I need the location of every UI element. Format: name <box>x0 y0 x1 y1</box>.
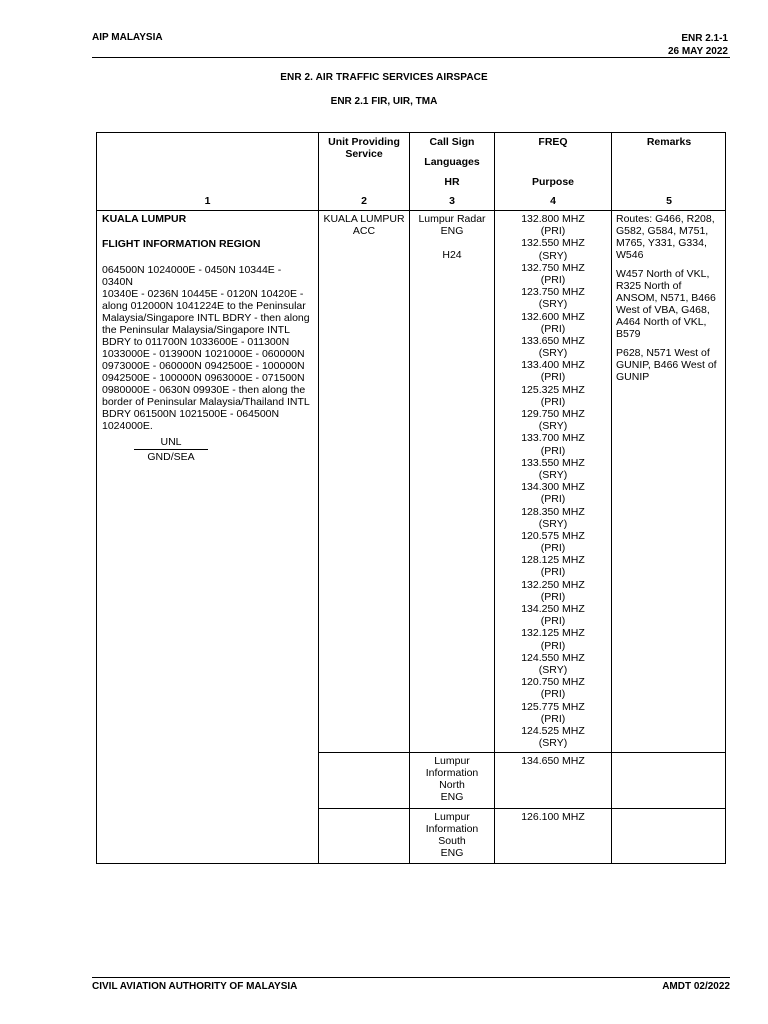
freq-line: 129.750 MHZ <box>521 408 585 420</box>
freq-line: 132.125 MHZ <box>521 627 585 640</box>
remarks-line: G582, G584, M751, <box>616 225 709 237</box>
freq-line: 120.750 MHZ <box>521 676 585 689</box>
remarks-line: A464 North of VKL, <box>616 316 707 328</box>
freq-line: (SRY) <box>538 298 568 311</box>
vertical-limits <box>134 436 208 463</box>
freq-line: 128.350 MHZ <box>521 505 585 518</box>
footer-authority: CIVIL AVIATION AUTHORITY OF MALAYSIA <box>92 981 298 992</box>
footer-rule <box>92 977 730 978</box>
freq-line: (PRI) <box>540 542 566 555</box>
remarks-line: W457 North of VKL, <box>616 268 710 280</box>
freq-line: 124.550 MHZ <box>521 651 585 664</box>
boundary-line: BDRY 061500N 1021500E - 064500N <box>102 408 280 420</box>
unit-cell: KUALA LUMPUR ACC <box>323 213 405 237</box>
lower-limit: GND/SEA <box>147 451 195 463</box>
col-number: 5 <box>666 195 672 207</box>
remarks-line: W546 <box>616 249 644 261</box>
boundary-line: BDRY to 011700N 1033600E - 011300N <box>102 336 290 348</box>
boundary-line: Malaysia/Singapore INTL BDRY - then along <box>102 312 310 324</box>
freq-line: 124.525 MHZ <box>521 724 585 737</box>
remarks-line: West of VBA, G468, <box>616 304 710 316</box>
freq-line: (PRI) <box>540 225 566 238</box>
freq-line: (SRY) <box>538 737 568 750</box>
freq-line: 133.700 MHZ <box>521 432 585 445</box>
fir-cell <box>102 213 314 463</box>
header-section: ENR 2.1-1 <box>681 33 728 44</box>
freq-line: 133.400 MHZ <box>521 359 585 372</box>
remarks-line: GUNIP, B466 West of <box>616 359 717 371</box>
freq-north: 134.650 MHZ <box>521 755 585 767</box>
freq-line: (SRY) <box>538 468 568 481</box>
header-remarks: Remarks <box>646 136 692 148</box>
remarks-line: ANSOM, N571, B466 <box>616 292 716 304</box>
header-unit: Unit Providing Service <box>328 136 400 160</box>
airspace-table <box>96 132 726 864</box>
remarks-vkl <box>616 268 722 340</box>
freq-line: 132.550 MHZ <box>521 237 585 250</box>
freq-line: (SRY) <box>538 517 568 530</box>
freq-line: 132.800 MHZ <box>521 213 585 225</box>
remarks-cell <box>616 213 722 383</box>
header-rule <box>92 57 730 58</box>
col-divider <box>611 133 612 863</box>
upper-limit: UNL <box>134 436 208 450</box>
page-title: ENR 2. AIR TRAFFIC SERVICES AIRSPACE <box>280 72 488 83</box>
remarks-line: R325 North of <box>616 280 682 292</box>
freq-line: (PRI) <box>540 688 566 701</box>
callsign-cell: Lumpur Radar ENG H24 <box>410 213 494 261</box>
col-number: 2 <box>361 195 367 207</box>
callsign-south: Lumpur Information South ENG <box>425 811 479 859</box>
remarks-line: M765, Y331, G334, <box>616 237 707 249</box>
freq-line: 125.325 MHZ <box>521 383 585 396</box>
col-divider <box>318 133 319 863</box>
freq-line: 128.125 MHZ <box>521 554 585 567</box>
boundary-line: 0942500E - 100000N 0963000E - 071500N <box>102 372 305 384</box>
freq-line: 132.750 MHZ <box>521 261 585 274</box>
freq-line: 133.650 MHZ <box>521 334 585 347</box>
boundary-line: 1024000E. <box>102 420 153 432</box>
freq-line: 132.250 MHZ <box>521 578 585 591</box>
boundary-line: border of Peninsular Malaysia/Thailand INTL <box>102 396 310 408</box>
freq-line: (SRY) <box>538 663 568 676</box>
freq-south: 126.100 MHZ <box>521 811 585 823</box>
freq-line: (PRI) <box>540 566 566 579</box>
freq-line: 120.575 MHZ <box>521 529 585 542</box>
freq-line: (PRI) <box>540 639 566 652</box>
freq-line: (SRY) <box>538 347 568 360</box>
freq-line: (PRI) <box>540 493 566 506</box>
boundary-line: 0973000E - 060000N 0942500E - 100000N <box>102 360 305 372</box>
boundary-line: 1033000E - 013900N 1021000E - 060000N <box>102 348 305 360</box>
freq-line: 134.300 MHZ <box>521 481 585 494</box>
freq-line: (PRI) <box>540 273 566 286</box>
boundary-line: along 012000N 1041224E to the Peninsular <box>102 300 306 312</box>
boundary-line: 0980000E - 0630N 09930E - then along the <box>102 384 306 396</box>
freq-line: (SRY) <box>538 249 568 262</box>
fir-name: KUALA LUMPUR <box>102 213 187 225</box>
header-row-rule <box>97 210 725 211</box>
freq-line: 123.750 MHZ <box>521 286 585 299</box>
freq-line: (PRI) <box>540 395 566 408</box>
header-date: 26 MAY 2022 <box>667 46 728 57</box>
remarks-line: B579 <box>616 328 641 340</box>
remarks-line: Routes: G466, R208, <box>616 213 715 225</box>
boundary-line: 064500N 1024000E - 0450N 10344E - 0340N <box>102 264 282 288</box>
footer-amendment: AMDT 02/2022 <box>662 981 730 992</box>
freq-line: 134.250 MHZ <box>521 603 585 615</box>
freq-line: (PRI) <box>540 590 566 603</box>
freq-line: 132.600 MHZ <box>521 310 585 323</box>
freq-line: (PRI) <box>540 444 566 457</box>
remarks-gunip <box>616 347 722 383</box>
row-rule <box>318 752 725 753</box>
header-publication: AIP MALAYSIA <box>92 32 163 43</box>
freq-cell <box>495 213 611 749</box>
col-number: 4 <box>550 195 556 207</box>
hours: H24 <box>442 249 462 261</box>
boundary-line: the Peninsular Malaysia/Singapore INTL <box>102 324 290 336</box>
remarks-line: GUNIP <box>616 371 650 383</box>
row-rule <box>318 808 725 809</box>
freq-line: (PRI) <box>540 322 566 335</box>
boundary-line: 10340E - 0236N 10445E - 0120N 10420E - <box>102 288 304 300</box>
freq-line: (PRI) <box>540 615 566 628</box>
col-number: 3 <box>449 195 455 207</box>
header-freq: FREQ Purpose <box>531 136 574 188</box>
remarks-routes <box>616 213 722 261</box>
col-number: 1 <box>204 195 211 207</box>
page-subtitle: ENR 2.1 FIR, UIR, TMA <box>330 96 438 107</box>
freq-line: (PRI) <box>540 712 566 725</box>
freq-line: 125.775 MHZ <box>521 700 585 713</box>
fir-region: FLIGHT INFORMATION REGION <box>102 238 261 250</box>
fir-boundary <box>102 264 314 432</box>
header-callsign: Call Sign Languages HR <box>424 136 480 188</box>
header-page-ref <box>668 32 728 58</box>
freq-line: 133.550 MHZ <box>521 456 585 469</box>
freq-line: (PRI) <box>540 371 566 384</box>
freq-line: (SRY) <box>538 420 568 433</box>
remarks-line: P628, N571 West of <box>616 347 710 359</box>
callsign-north: Lumpur Information North ENG <box>425 755 479 803</box>
